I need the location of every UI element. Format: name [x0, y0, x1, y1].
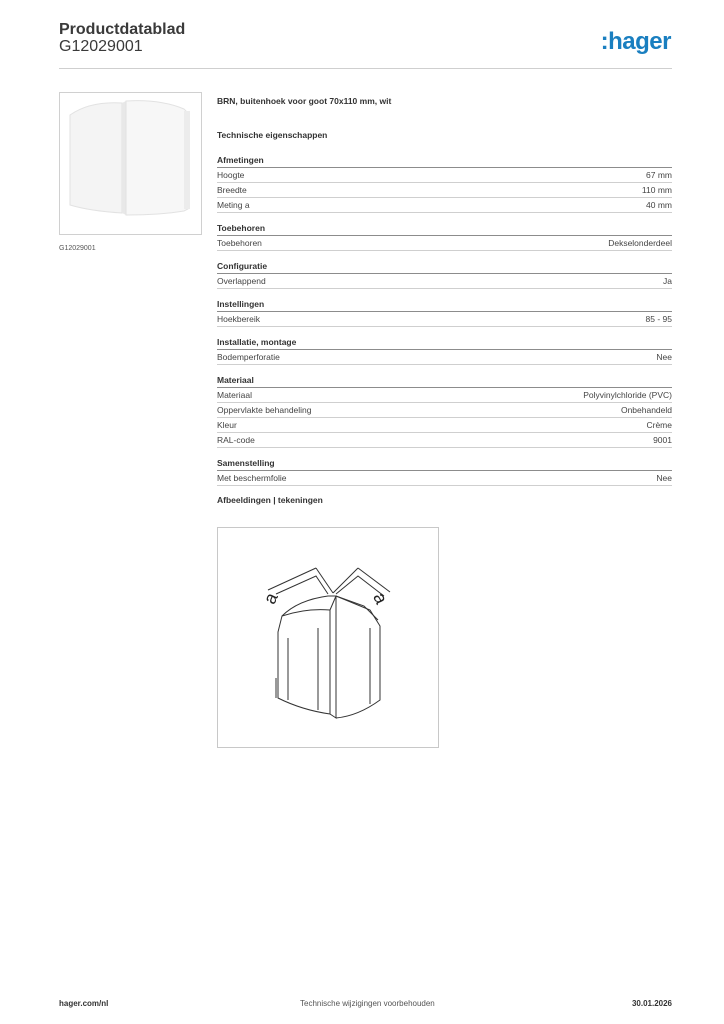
figures-heading: Afbeeldingen | tekeningen — [217, 495, 323, 505]
group-title: Installatie, montage — [217, 336, 672, 350]
property-value: 85 - 95 — [645, 314, 672, 324]
product-photo-image — [60, 93, 201, 234]
property-value: 40 mm — [646, 200, 672, 210]
property-label: Toebehoren — [217, 238, 262, 248]
property-label: Hoekbereik — [217, 314, 260, 324]
property-row — [217, 236, 672, 251]
group-title: Configuratie — [217, 260, 672, 274]
property-value: Crème — [646, 420, 672, 430]
property-label: Met beschermfolie — [217, 473, 287, 483]
property-row — [217, 433, 672, 448]
property-group-accessories — [217, 222, 672, 251]
property-row — [217, 168, 672, 183]
document-title: Productdatablad — [59, 21, 186, 38]
document-code: G12029001 — [59, 38, 143, 55]
dimension-label-left: a — [259, 589, 282, 608]
group-title: Afmetingen — [217, 154, 672, 168]
property-row — [217, 403, 672, 418]
property-label: Meting a — [217, 200, 250, 210]
property-group-settings — [217, 298, 672, 327]
property-row — [217, 198, 672, 213]
property-value: 9001 — [653, 435, 672, 445]
technical-drawing-image — [218, 528, 438, 747]
property-group-dimensions — [217, 154, 672, 213]
product-photo — [59, 92, 202, 235]
property-row — [217, 274, 672, 289]
property-row — [217, 471, 672, 486]
property-row — [217, 312, 672, 327]
property-value: Nee — [656, 473, 672, 483]
dimension-label-right: a — [369, 589, 392, 608]
property-label: Oppervlakte behandeling — [217, 405, 312, 415]
property-group-material — [217, 374, 672, 448]
photo-caption: G12029001 — [59, 245, 96, 252]
property-label: RAL-code — [217, 435, 255, 445]
group-title: Materiaal — [217, 374, 672, 388]
technical-drawing — [217, 527, 439, 748]
property-label: Breedte — [217, 185, 247, 195]
property-label: Bodemperforatie — [217, 352, 280, 362]
hager-logo: :hager — [600, 28, 671, 55]
property-value: Ja — [663, 276, 672, 286]
property-label: Materiaal — [217, 390, 252, 400]
property-group-composition — [217, 457, 672, 486]
group-title: Toebehoren — [217, 222, 672, 236]
group-title: Instellingen — [217, 298, 672, 312]
property-row — [217, 418, 672, 433]
property-label: Hoogte — [217, 170, 245, 180]
product-description: BRN, buitenhoek voor goot 70x110 mm, wit — [217, 96, 392, 106]
property-group-installation — [217, 336, 672, 365]
header-divider — [59, 68, 672, 69]
property-label: Kleur — [217, 420, 237, 430]
footer-disclaimer: Technische wijzigingen voorbehouden — [300, 999, 435, 1008]
property-row — [217, 350, 672, 365]
property-group-configuration — [217, 260, 672, 289]
property-value: Onbehandeld — [620, 405, 672, 415]
property-value: Polyvinylchloride (PVC) — [583, 390, 672, 400]
property-value: Nee — [656, 352, 672, 362]
group-title: Samenstelling — [217, 457, 672, 471]
technical-properties-heading: Technische eigenschappen — [217, 130, 328, 140]
property-row — [217, 388, 672, 403]
property-value: 110 mm — [641, 185, 672, 195]
footer-website[interactable]: hager.com/nl — [59, 999, 109, 1008]
property-value: 67 mm — [646, 170, 672, 180]
property-row — [217, 183, 672, 198]
property-value: Dekselonderdeel — [608, 238, 672, 248]
product-details — [217, 96, 672, 509]
property-label: Overlappend — [217, 276, 266, 286]
footer-date: 30.01.2026 — [631, 999, 672, 1008]
